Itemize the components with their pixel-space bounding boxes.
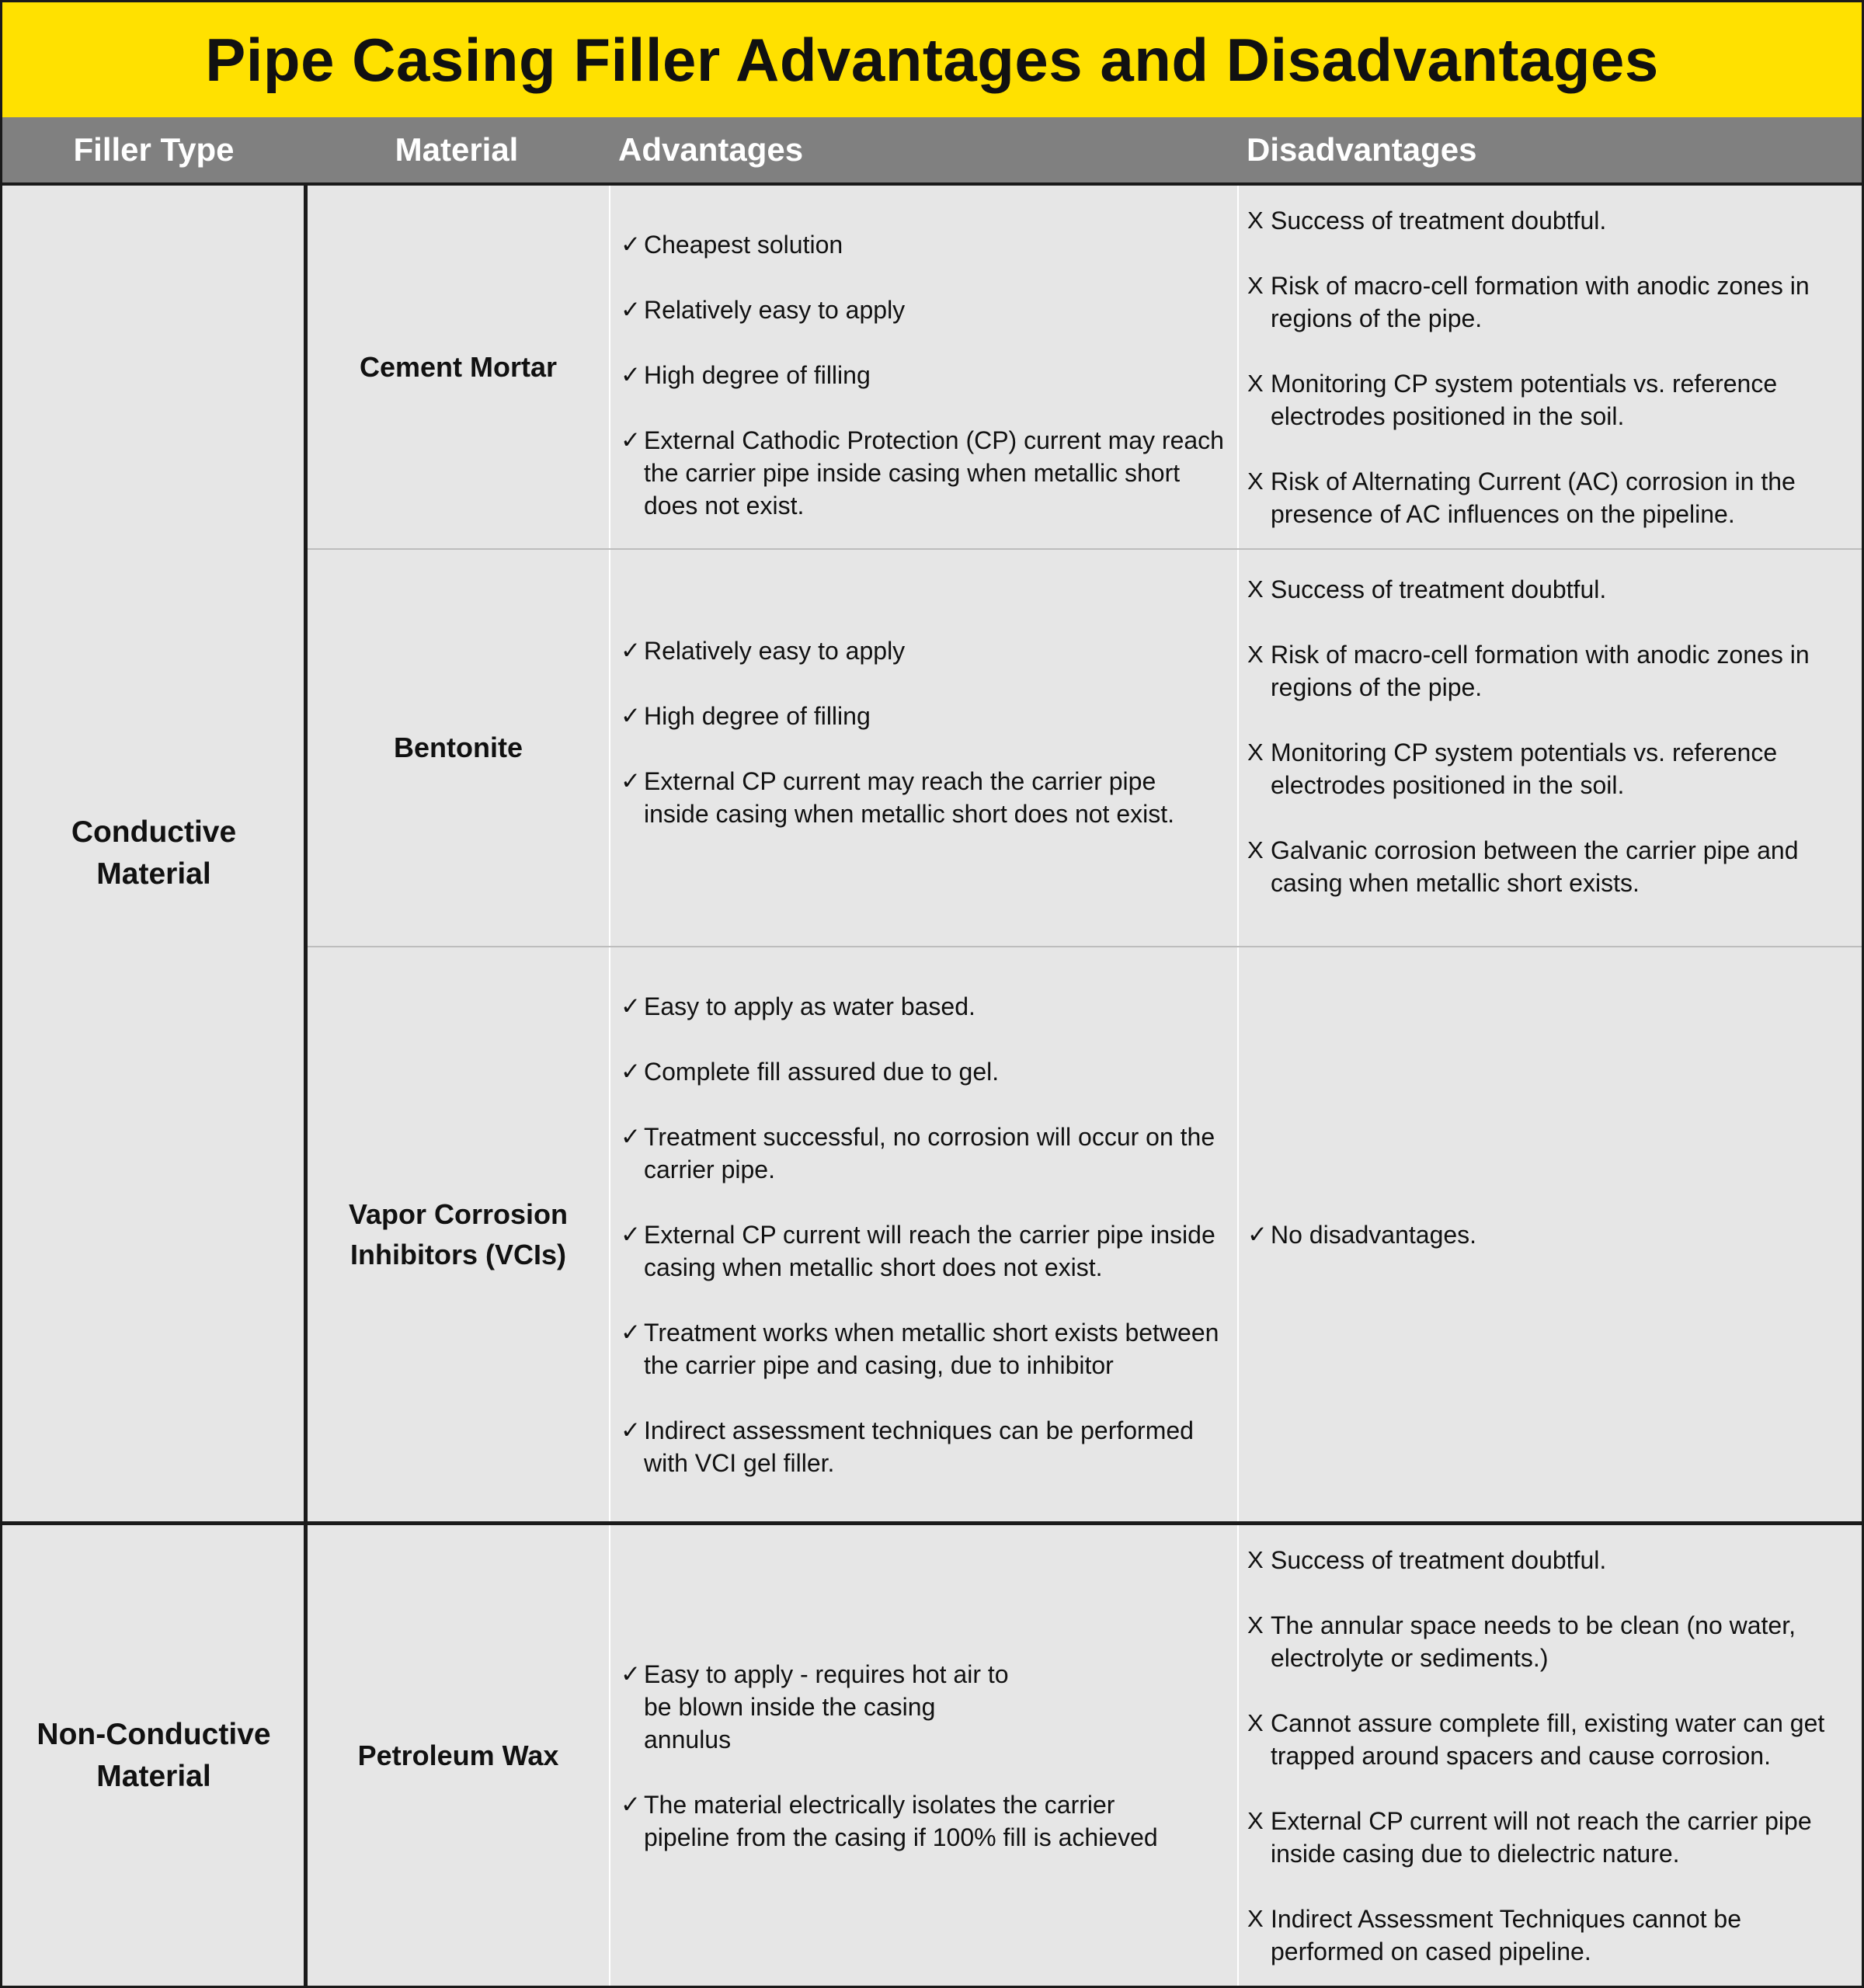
header-filler-type: Filler Type [73,131,235,168]
disadvantage-item: X The annular space needs to be clean (no water, electrolyte or sediments.) [1247,1609,1851,1674]
table-header-row [2,117,1862,186]
advantage-item: ✓ The material electrically isolates the carrier pipeline from the casing if 100% fill is achieved [621,1788,1191,1854]
check-icon: ✓ [621,1122,641,1150]
cross-icon: X [1247,836,1264,864]
check-icon: ✓ [621,992,641,1020]
check-icon: ✓ [621,295,641,323]
filler-type-label: Non-Conductive [37,1717,271,1751]
advantage-item: ✓ High degree of filling [621,359,1226,391]
cross-icon: X [1247,369,1264,397]
disadvantage-item: X Success of treatment doubtful. [1247,1544,1851,1576]
advantages-list [621,1658,1191,1854]
disadvantage-item: X External CP current will not reach the carrier pipe inside casing due to dielectric nature. [1247,1805,1851,1870]
advantages-petroleum-wax [610,1525,1237,1986]
disadvantages-list [1247,204,1851,530]
disadvantage-item: X Risk of macro-cell formation with anodic zones in regions of the pipe. [1247,269,1851,335]
material-label: Inhibitors (VCIs) [350,1238,566,1270]
filler-type-label: Conductive [71,815,237,849]
advantage-item: ✓ External Cathodic Protection (CP) current may reach the carrier pipe inside casing when metallic short does not exist. [621,424,1226,522]
advantage-item: ✓ Indirect assessment techniques can be performed with VCI gel filler. [621,1414,1226,1479]
disadvantage-item: X Cannot assure complete fill, existing water can get trapped around spacers and cause corrosion. [1247,1707,1851,1772]
disadvantages-list [1247,573,1851,899]
disadvantages-petroleum-wax [1238,1525,1862,1986]
check-icon: ✓ [621,426,641,454]
filler-type-label: Material [96,1759,211,1793]
disadvantages-list [1247,1544,1851,1968]
advantage-item: ✓ Relatively easy to apply [621,634,1226,667]
advantages-list [621,990,1226,1479]
advantage-item: ✓ External CP current will reach the carrier pipe inside casing when metallic short does not exist. [621,1218,1226,1284]
material-bentonite [308,550,609,946]
disadvantages-bentonite [1238,550,1862,946]
material-vci [308,947,609,1521]
advantages-bentonite [610,550,1237,946]
filler-type-conductive [2,186,305,1521]
cross-icon: X [1247,206,1264,234]
material-label: Bentonite [394,732,523,763]
advantage-item: ✓ Easy to apply - requires hot air to be blown inside the casing annulus [621,1658,1191,1756]
cross-icon: X [1247,1904,1264,1932]
disadvantage-item: X Galvanic corrosion between the carrier pipe and casing when metallic short exists. [1247,834,1851,899]
cross-icon: X [1247,271,1264,299]
advantage-item: ✓ Relatively easy to apply [621,294,1226,326]
disadvantage-item: X Indirect Assessment Techniques cannot be performed on cased pipeline. [1247,1903,1851,1968]
advantage-item: ✓ Treatment successful, no corrosion will occur on the carrier pipe. [621,1121,1226,1186]
check-icon: ✓ [621,1057,641,1085]
material-label: Cement Mortar [359,350,558,383]
page-title: Pipe Casing Filler Advantages and Disadvantages [2,2,1862,117]
disadvantages-vci [1238,947,1862,1521]
advantage-item: ✓ Treatment works when metallic short exists between the carrier pipe and casing, due to inhibitor [621,1316,1226,1382]
advantage-item: ✓ Complete fill assured due to gel. [621,1055,1226,1088]
advantage-item: ✓ Cheapest solution [621,228,1226,261]
check-icon: ✓ [621,637,641,664]
disadvantages-list [1247,1218,1476,1251]
check-icon: ✓ [621,702,641,729]
material-petroleum-wax [308,1525,609,1986]
disadvantage-item: X Risk of macro-cell formation with anodic zones in regions of the pipe. [1247,638,1851,704]
advantages-list [621,228,1226,522]
cross-icon: X [1247,467,1264,495]
disadvantage-item: X Monitoring CP system potentials vs. reference electrodes positioned in the soil. [1247,367,1851,433]
header-material: Material [395,131,519,168]
cross-icon: X [1247,1611,1264,1639]
check-icon: ✓ [621,230,641,258]
advantage-item: ✓ Easy to apply as water based. [621,990,1226,1023]
check-icon: ✓ [621,1220,641,1248]
disadvantages-cement-mortar [1238,186,1862,548]
cross-icon: X [1247,1708,1264,1736]
cross-icon: X [1247,1545,1264,1573]
cross-icon: X [1247,641,1264,668]
advantages-cement-mortar [610,186,1237,548]
disadvantage-item: X Monitoring CP system potentials vs. reference electrodes positioned in the soil. [1247,736,1851,801]
cross-icon: X [1247,739,1264,766]
filler-type-non-conductive [2,1525,305,1986]
check-icon: ✓ [621,1660,641,1687]
material-label: Vapor Corrosion [348,1197,569,1230]
header-disadvantages: Disadvantages [1247,131,1477,168]
filler-type-label: Material [96,857,211,891]
advantages-list [621,634,1226,830]
check-icon: ✓ [621,767,641,794]
disadvantage-item: X Success of treatment doubtful. [1247,573,1851,606]
advantages-vci [610,947,1237,1521]
check-icon: ✓ [621,1318,641,1346]
check-icon: ✓ [621,1416,641,1444]
advantage-item: ✓ External CP current may reach the carrier pipe inside casing when metallic short does not exist. [621,765,1226,830]
material-label: Petroleum Wax [357,1739,559,1771]
check-icon: ✓ [621,360,641,388]
check-icon: ✓ [1247,1220,1268,1248]
cross-icon: X [1247,575,1264,603]
advantage-item: ✓ High degree of filling [621,700,1226,732]
disadvantage-item: ✓ No disadvantages. [1247,1218,1476,1251]
material-cement-mortar [308,186,609,548]
disadvantage-item: X Success of treatment doubtful. [1247,204,1851,237]
check-icon: ✓ [621,1790,641,1818]
cross-icon: X [1247,1806,1264,1834]
header-advantages: Advantages [618,131,804,168]
disadvantage-item: X Risk of Alternating Current (AC) corrosion in the presence of AC influences on the pipeline. [1247,465,1851,530]
